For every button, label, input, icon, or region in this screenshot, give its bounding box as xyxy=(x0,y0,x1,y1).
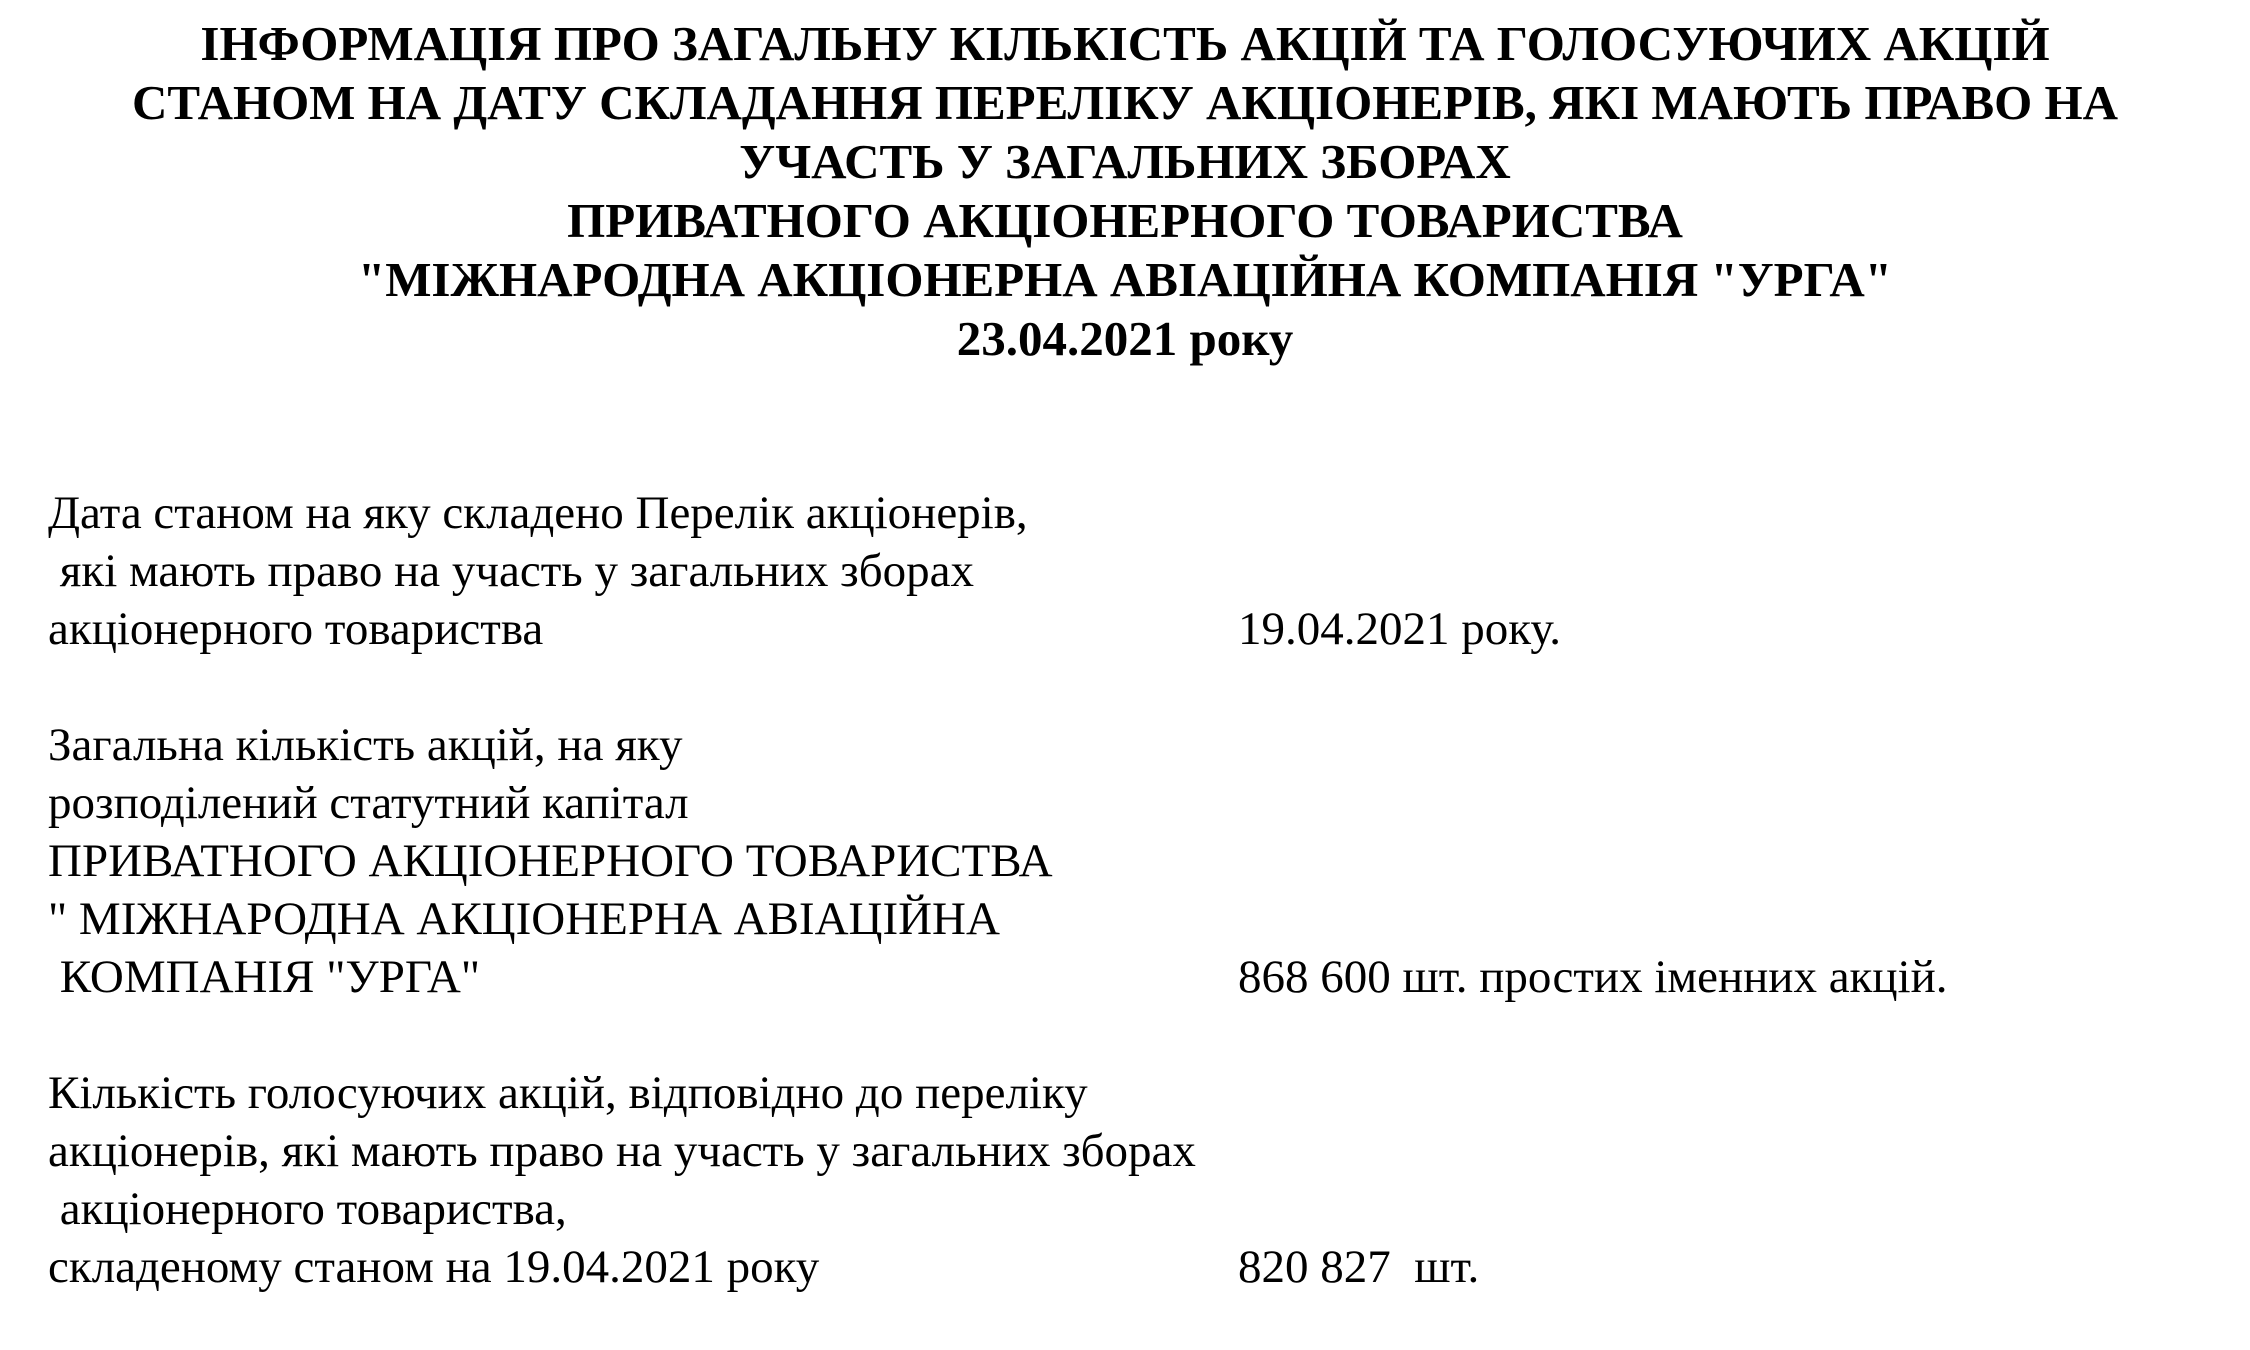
total-shares-value: 868 600 шт. простих іменних акцій. xyxy=(1238,951,1948,1003)
voting-shares-label xyxy=(48,1064,1196,1296)
label-line: Дата станом на яку складено Перелік акціонерів, xyxy=(48,487,1028,539)
label-line: складеному станом на 19.04.2021 року xyxy=(48,1241,820,1293)
label-line: акціонерів, які мають право на участь у загальних зборах xyxy=(48,1125,1196,1177)
voting-shares-value: 820 827 шт. xyxy=(1238,1241,1480,1293)
document-title xyxy=(0,14,2250,368)
record-date-value: 19.04.2021 року. xyxy=(1238,603,1561,655)
title-line: ІНФОРМАЦІЯ ПРО ЗАГАЛЬНУ КІЛЬКІСТЬ АКЦІЙ ТА ГОЛОСУЮЧИХ АКЦІЙ xyxy=(200,16,2050,71)
title-line: УЧАСТЬ У ЗАГАЛЬНИХ ЗБОРАХ xyxy=(739,134,1511,189)
label-line: КОМПАНІЯ "УРГА" xyxy=(48,951,481,1003)
label-line: розподілений статутний капітал xyxy=(48,777,689,829)
title-line: СТАНОМ НА ДАТУ СКЛАДАННЯ ПЕРЕЛІКУ АКЦІОНЕРІВ, ЯКІ МАЮТЬ ПРАВО НА xyxy=(131,75,2119,130)
title-line: ПРИВАТНОГО АКЦІОНЕРНОГО ТОВАРИСТВА xyxy=(567,193,1683,248)
label-line: ПРИВАТНОГО АКЦІОНЕРНОГО ТОВАРИСТВА xyxy=(48,835,1053,887)
label-line: " МІЖНАРОДНА АКЦІОНЕРНА АВІАЦІЙНА xyxy=(48,893,1000,945)
total-shares-label xyxy=(48,716,1053,1006)
label-line: Кількість голосуючих акцій, відповідно до переліку xyxy=(48,1067,1088,1119)
title-date: 23.04.2021 року xyxy=(956,311,1294,366)
title-line: "МІЖНАРОДНА АКЦІОНЕРНА АВІАЦІЙНА КОМПАНІЯ "УРГА" xyxy=(357,252,1893,307)
label-line: які мають право на участь у загальних зборах xyxy=(48,545,975,597)
label-line: Загальна кількість акцій, на яку xyxy=(48,719,683,771)
label-line: акціонерного товариства, xyxy=(48,1183,567,1235)
label-line: акціонерного товариства xyxy=(48,603,544,655)
record-date-label xyxy=(48,484,1028,658)
